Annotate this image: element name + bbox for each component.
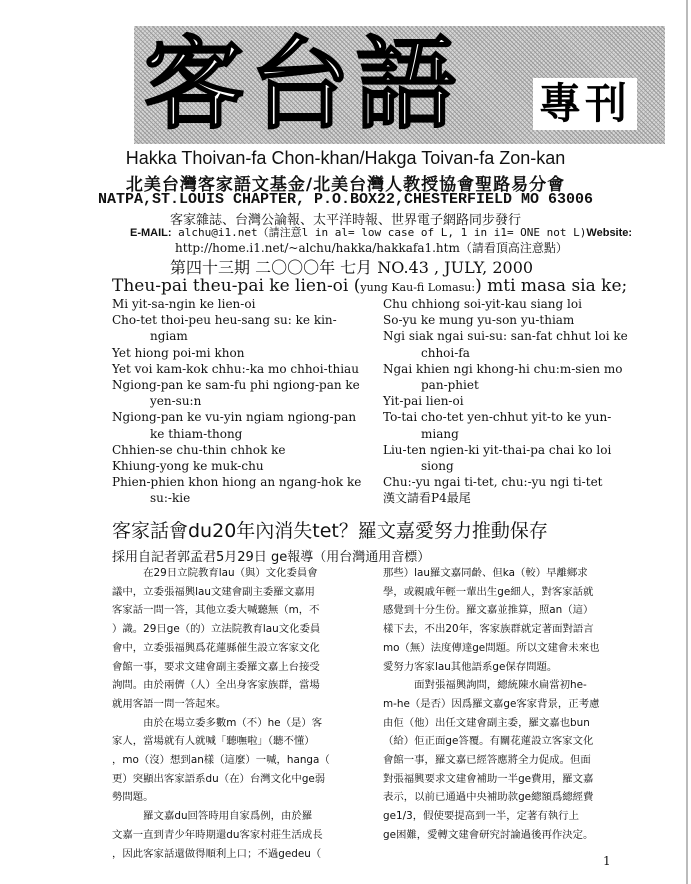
article-line: 會館一事，羅文嘉已經答應將全力促成。但面 <box>383 754 591 767</box>
poem-line: Chu chhiong soi-yit-kau siang loi <box>383 297 582 311</box>
article-left-column <box>112 564 338 863</box>
article-line: ge困難，愛轉文建會研究討論過後再作決定。 <box>383 828 594 841</box>
poem-line: 漢文請看P4最尾 <box>383 491 471 506</box>
masthead-subtitle: 專刊 <box>533 78 637 130</box>
article-line: ge1/3，假使要提高到一半，定著有執行上 <box>383 810 579 823</box>
poem-line: Chhien-se chu-thin chhok ke <box>112 442 286 457</box>
poem-line: Liu-ten ngien-ki yit-thai-pa chai ko loi <box>383 442 612 457</box>
organization-chinese: 北美台灣客家語文基金/北美台灣人教授協會聖路易分會 <box>125 175 566 195</box>
poem-line: miang <box>421 426 459 441</box>
poem-line: su:-kie <box>150 491 191 506</box>
article-line: 感覺到十分生份。羅文嘉並推算，照an（這） <box>383 604 594 617</box>
email-address[interactable]: alchu@i1.net（請注意l in al= low case of L, 1 in i1= ONE not L) <box>171 226 587 239</box>
article-line: ，mo（沒）想到an樣（這麼）一喊，hanga（ <box>112 754 330 767</box>
poem-line: Ngi siak ngai sui-su: san-fat chhut loi ke <box>383 329 628 344</box>
poem-line: Ngiong-pan ke sam-fu phi ngiong-pan ke <box>112 378 360 393</box>
article-line: 面對張福興詢問，總統陳水扁當初he- <box>383 679 587 692</box>
poem-author: yung Kau-fi Lomasu: <box>360 281 476 294</box>
article-line: mo（無）法度傳達ge問題。所以文建會未來也 <box>383 641 600 654</box>
article-source: 採用自記者郭孟君5月29日 ge報導（用台灣通用音標） <box>112 550 431 565</box>
article-line: 愛努力客家lau其他語系ge保存問題。 <box>383 660 558 673</box>
poem-title-end: ) mti masa sia ke; <box>475 276 628 296</box>
article-line: （給）佢正面ge答覆。有關花蓮設立客家文化 <box>383 735 594 748</box>
email-label: E-MAIL: <box>130 227 172 239</box>
poem-line: Ngai khien ngi khong-hi chu:m-sien mo <box>383 361 623 376</box>
page-edge-rule <box>686 0 688 884</box>
issue-chinese: 第四十三期 二〇〇〇年 七月 <box>170 258 373 277</box>
article-line: 客家話一問一答，其他立委大喊聽無（m，不 <box>112 604 320 617</box>
article-line: 表示，以前已通過中央補助款ge總額爲總經費 <box>383 791 594 804</box>
page-number: 1 <box>603 854 611 868</box>
issue-line <box>170 255 533 278</box>
article-line: m-he（是否）因爲羅文嘉ge客家背景，正考慮 <box>383 697 600 710</box>
issue-english: NO.43 , JULY, 2000 <box>377 258 534 277</box>
article-line: 對張福興要求文建會補助一半ge費用，羅文嘉 <box>383 772 594 785</box>
article-line: 議中，立委張福興lau文建會副主委羅文嘉用 <box>112 585 315 598</box>
email-line <box>130 224 632 240</box>
article-line: 會中，立委張福興爲花蓮縣催生設立客家文化 <box>112 641 320 654</box>
poem-line: Yet hiong poi-mi khon <box>112 345 245 360</box>
sync-publication-note: 客家雜誌、台灣公論報、太平洋時報、世界電子網路同步發行 <box>169 213 521 228</box>
poem-left-column <box>112 296 374 507</box>
article-line: 那些）lau羅文嘉同齡、但ka（較）早離鄉求 <box>383 567 588 579</box>
poem-line: Cho-tet thoi-peu heu-sang su: ke kin- <box>112 313 337 328</box>
poem-line: Phien-phien khon hiong an ngang-hok ke <box>112 475 362 490</box>
article-line: 會館一事，要求文建會副主委羅文嘉上台接受 <box>112 660 320 673</box>
article-line: 詢問。由於兩儕（人）全出身客家族群，當場 <box>112 679 320 692</box>
mailing-address: NATPA,ST.LOUIS CHAPTER, P.O.BOX22,CHESTERFIELD MO 63006 <box>97 191 594 208</box>
poem-line: Ngiong-pan ke vu-yin ngiam ngiong-pan <box>112 410 357 425</box>
poem-line: So-yu ke mung yu-son yu-thiam <box>383 313 575 328</box>
article-line: 樣下去，不出20年，客家族群就定著面對語言 <box>383 623 594 636</box>
article-title: 客家話會du20年內消失tet？羅文嘉愛努力推動保存 <box>112 520 548 542</box>
article-line: 由於在場立委多數m（不）he（是）客 <box>112 716 323 729</box>
poem-line: pan-phiet <box>421 378 479 393</box>
poem-line: Yit-pai lien-oi <box>383 394 464 409</box>
website-label: Website: <box>586 227 633 239</box>
website-url[interactable]: http://home.i1.net/~alchu/hakka/hakkafa1.htm（請看頂高注意點） <box>175 241 568 255</box>
poem-line: siong <box>421 459 454 474</box>
article-line: 勢問題。 <box>112 791 154 804</box>
article-line: 在29日立院教育lau（與）文化委員會 <box>112 567 318 579</box>
poem-line: Chu:-yu ngai ti-tet, chu:-yu ngi ti-tet <box>383 475 603 490</box>
poem-line: Mi yit-sa-ngin ke lien-oi <box>112 297 256 311</box>
poem-right-column <box>383 296 659 507</box>
romanized-title: Hakka Thoivan-fa Chon-khan/Hakga Toivan-fa Zon-kan <box>125 148 566 168</box>
article-line: 家人，當場就有人就喊「聽嘸啦」（聽不懂） <box>112 735 315 748</box>
poem-line: ngiam <box>150 329 188 344</box>
article-line: 文嘉一直到青少年時期還du客家村莊生活成長 <box>112 828 323 841</box>
masthead-title: 客台語 <box>144 26 462 143</box>
poem-line: Yet voi kam-kok chhu:-ka mo chhoi-thiau <box>112 361 359 376</box>
article-right-column <box>383 564 613 845</box>
masthead <box>134 26 665 144</box>
article-line: ）識。29日ge（的）立法院教育lau文化委員 <box>112 623 321 636</box>
article-line: 學，或親戚年輕一輩出生ge細人，對客家話就 <box>383 585 594 598</box>
poem-line: yen-su:n <box>150 394 202 409</box>
poem-line: chhoi-fa <box>421 345 470 360</box>
article-line: ，因此客家話還做得順利上口；不過gedeu（ <box>112 847 322 860</box>
poem-line: Khiung-yong ke muk-chu <box>112 459 264 474</box>
article-line: 由佢（他）出任文建會副主委，羅文嘉也bun <box>383 716 590 729</box>
article-line: 更）突顯出客家語系du（在）台灣文化中ge弱 <box>112 772 326 785</box>
article-line: 羅文嘉du回答時用自家爲例，由於羅 <box>112 810 313 823</box>
poem-title <box>112 276 627 296</box>
poem-line: ke thiam-thong <box>150 426 243 441</box>
poem-line: To-tai cho-tet yen-chhut yit-to ke yun- <box>383 410 612 425</box>
article-line: 就用客語一問一答起來。 <box>112 697 227 710</box>
poem-title-text: Theu-pai theu-pai ke lien-oi ( <box>112 276 361 296</box>
